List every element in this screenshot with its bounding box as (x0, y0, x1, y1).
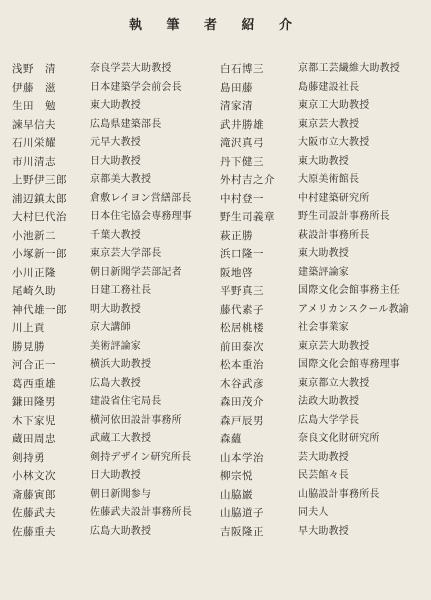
author-name: 斎藤寅郎 (12, 488, 56, 501)
author-name: 松居桃楼 (220, 322, 264, 334)
author-name: 神代雄一郎 (12, 303, 67, 316)
author-affiliation: 東京都立大教授 (298, 377, 370, 389)
author-name: 吉阪隆正 (220, 525, 264, 538)
author-affiliation: 元早大教授 (90, 137, 141, 148)
author-affiliation: 武蔵工大教授 (90, 433, 152, 444)
author-name: 浦辺鎮太郎 (12, 192, 67, 205)
author-name: 野生司義章 (220, 211, 275, 223)
author-name: 藤代素子 (220, 303, 264, 316)
author-name: 大村巳代治 (12, 211, 67, 223)
author-affiliation: 民芸館々長 (298, 470, 349, 481)
author-affiliation: 横河依田設計事務所 (90, 414, 182, 426)
author-affiliation: 建築評論家 (298, 266, 349, 278)
author-name: 葛西重雄 (12, 377, 56, 390)
author-affiliation: 中村建築研究所 (298, 192, 370, 204)
author-name: 浜口隆一 (220, 248, 264, 260)
author-affiliation: 東大助教授 (298, 155, 349, 167)
author-affiliation: 大阪市立大教授 (298, 137, 370, 148)
author-name: 小池新二 (12, 229, 56, 242)
author-affiliation: 明大助教授 (90, 303, 141, 315)
author-name: 中村登一 (220, 192, 264, 205)
author-affiliation: 芸大助教授 (298, 451, 349, 463)
author-affiliation: 横浜大助教授 (90, 359, 152, 370)
author-affiliation: 同夫人 (298, 507, 329, 518)
author-affiliation: 広島大学学長 (298, 414, 360, 426)
author-affiliation: 東大助教授 (90, 100, 141, 111)
author-name: 伊藤 滋 (12, 81, 56, 94)
page-title: 執 筆 者 紹 介 (128, 18, 303, 33)
author-affiliation: 法政大助教授 (298, 396, 360, 407)
author-affiliation: 朝日新聞学芸部記者 (90, 266, 182, 278)
author-name: 島田藤 (220, 81, 253, 94)
author-affiliation: 社会事業家 (298, 322, 349, 333)
author-affiliation: 早大助教授 (298, 525, 349, 537)
author-name: 山本学治 (220, 451, 264, 464)
author-affiliation: 萩設計事務所長 (298, 229, 370, 241)
author-affiliation: 日大助教授 (90, 155, 141, 167)
author-name: 萩正勝 (220, 229, 253, 242)
author-affiliation: 国際文化会館事務主任 (298, 285, 400, 296)
author-name: 山脇道子 (220, 507, 264, 519)
author-affiliation: 東京工大助教授 (298, 100, 370, 111)
author-affiliation: 京都工芸繊維大助教授 (298, 63, 400, 74)
author-affiliation: 野生司設計事務所長 (298, 211, 390, 222)
author-name: 河合正一 (12, 359, 56, 371)
author-affiliation: 奈良文化財研究所 (298, 433, 380, 444)
author-affiliation: 島藤建設社長 (298, 81, 360, 93)
author-affiliation: 建設省住宅局長 (90, 396, 162, 407)
author-name: 外村吉之介 (220, 174, 275, 186)
author-affiliation: 美術評論家 (90, 340, 141, 352)
author-affiliation: 朝日新聞参与 (90, 488, 152, 500)
author-name: 滝沢真弓 (220, 137, 264, 149)
author-name: 柳宗悦 (220, 470, 253, 482)
author-affiliation: 国際文化会館専務理事 (298, 359, 400, 370)
author-name: 平野真三 (220, 285, 264, 297)
author-affiliation: 奈良学芸大助教授 (90, 63, 172, 74)
author-name: 丹下健三 (220, 155, 264, 168)
author-affiliation: 広島大助教授 (90, 525, 152, 537)
author-name: 木下家児 (12, 414, 56, 427)
author-name: 小塚新一郎 (12, 248, 67, 260)
author-name: 市川清志 (12, 155, 56, 168)
author-affiliation: 京都美大教授 (90, 174, 152, 185)
author-name: 森田茂介 (220, 396, 264, 408)
author-name: 小林文次 (12, 470, 56, 482)
author-name: 小川正隆 (12, 266, 56, 279)
author-name: 阪地啓 (220, 266, 253, 279)
author-name: 山脇巌 (220, 488, 253, 501)
author-affiliation: 千葉大教授 (90, 229, 141, 241)
author-affiliation: 広島県建築部長 (90, 118, 162, 130)
author-name: 剣持勇 (12, 451, 45, 464)
author-affiliation: 剣持デザイン研究所長 (90, 451, 192, 463)
author-name: 蔵田周忠 (12, 433, 56, 445)
author-affiliation: 広島大教授 (90, 377, 141, 389)
author-name: 木谷武彦 (220, 377, 264, 390)
author-name: 前田泰次 (220, 340, 264, 353)
author-name: 生田 勉 (12, 100, 56, 112)
author-name: 鎌田隆男 (12, 396, 56, 408)
author-name: 武井勝雄 (220, 118, 264, 131)
author-affiliation: 佐藤武夫設計事務所長 (90, 507, 192, 518)
author-name: 森蘊 (220, 433, 242, 445)
author-name: 清家清 (220, 100, 253, 112)
author-affiliation: 東京芸大助教授 (298, 340, 370, 352)
author-name: 佐藤重夫 (12, 525, 56, 538)
author-affiliation: 日大助教授 (90, 470, 141, 481)
author-affiliation: 東京芸大教授 (298, 118, 360, 130)
author-affiliation: アメリカンスクール教諭 (298, 303, 409, 315)
author-name: 諫早信夫 (12, 118, 56, 131)
author-name: 川上貢 (12, 322, 45, 334)
author-name: 森戸辰男 (220, 414, 264, 427)
author-name: 白石博三 (220, 63, 264, 75)
author-name: 勝見勝 (12, 340, 45, 353)
author-name: 浅野 清 (12, 63, 56, 75)
author-affiliation: 東大助教授 (298, 248, 349, 259)
author-name: 松本重治 (220, 359, 264, 371)
author-affiliation: 日建工務社長 (90, 285, 152, 296)
author-name: 尾崎久助 (12, 285, 56, 297)
author-affiliation: 東京芸大学部長 (90, 248, 162, 259)
author-affiliation: 大原美術館長 (298, 174, 360, 185)
author-affiliation: 日本建築学会前会長 (90, 81, 182, 93)
author-affiliation: 京大講師 (90, 322, 131, 333)
author-affiliation: 倉敷レイヨン営繕部長 (90, 192, 192, 204)
author-name: 佐藤武夫 (12, 507, 56, 519)
author-affiliation: 日本住宅協会専務理事 (90, 211, 192, 222)
author-name: 上野伊三郎 (12, 174, 67, 186)
author-affiliation: 山脇設計事務所長 (298, 488, 380, 500)
author-name: 石川栄耀 (12, 137, 56, 149)
